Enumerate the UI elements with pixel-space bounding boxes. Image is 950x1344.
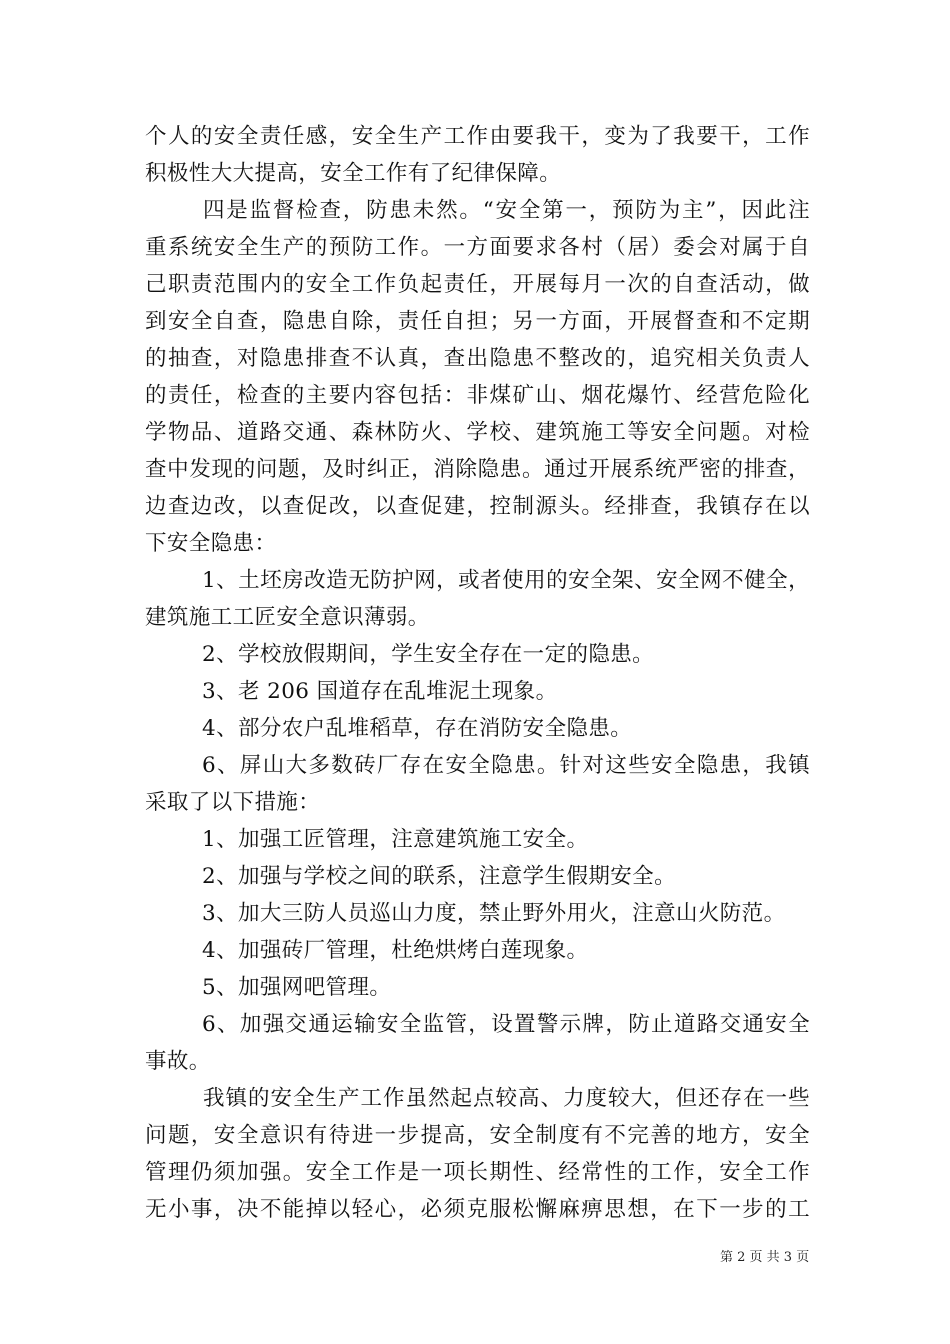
paragraph-start-line: 我镇的安全生产工作虽然起点较高、力度较大，但还存在一些 (203, 1086, 810, 1111)
list-item-line: 3、加大三防人员巡山力度，禁止野外用火，注意山火防范。 (202, 901, 786, 926)
page-number-footer: 第 2 页 共 3 页 (720, 1250, 810, 1265)
text-line: 的抽查，对隐患排查不认真，查出隐患不整改的，追究相关负责人 (145, 346, 810, 371)
text-line: 边查边改，以查促改，以查促建，控制源头。经排查，我镇存在以 (145, 494, 810, 519)
list-item-line: 3、老 206 国道存在乱堆泥土现象。 (202, 679, 558, 704)
text-line: 建筑施工工匠安全意识薄弱。 (145, 605, 430, 630)
list-item-line: 4、加强砖厂管理，杜绝烘烤白莲现象。 (202, 938, 589, 963)
list-item-line: 5、加强网吧管理。 (202, 975, 392, 1000)
list-item-line: 2、学校放假期间，学生安全存在一定的隐患。 (202, 642, 655, 667)
text-line: 重系统安全生产的预防工作。一方面要求各村（居）委会对属于自 (145, 235, 810, 260)
text-line: 到安全自查，隐患自除，责任自担；另一方面，开展督查和不定期 (145, 309, 810, 334)
list-item-line: 2、加强与学校之间的联系，注意学生假期安全。 (202, 864, 676, 889)
document-body (145, 118, 810, 1228)
list-item-line: 1、土坯房改造无防护网，或者使用的安全架、安全网不健全， (202, 568, 810, 593)
text-line: 的责任，检查的主要内容包括：非煤矿山、烟花爆竹、经营危险化 (145, 383, 810, 408)
text-line: 事故。 (145, 1049, 211, 1074)
list-item-line: 6、屏山大多数砖厂存在安全隐患。针对这些安全隐患，我镇 (202, 753, 810, 778)
paragraph-start-line: 四是监督检查，防患未然。“安全第一，预防为主”，因此注 (203, 198, 810, 223)
text-line: 查中发现的问题，及时纠正，消除隐患。通过开展系统严密的排查， (145, 457, 810, 482)
text-line: 下安全隐患： (145, 531, 277, 556)
list-item-line: 6、加强交通运输安全监管，设置警示牌，防止道路交通安全 (202, 1012, 810, 1037)
text-line: 问题，安全意识有待进一步提高，安全制度有不完善的地方，安全 (145, 1123, 810, 1148)
list-item-line: 1、加强工匠管理，注意建筑施工安全。 (202, 827, 589, 852)
text-line: 无小事，决不能掉以轻心，必须克服松懈麻痹思想，在下一步的工 (145, 1197, 810, 1222)
text-line: 采取了以下措施： (145, 790, 321, 815)
text-line: 学物品、道路交通、森林防火、学校、建筑施工等安全问题。对检 (145, 420, 810, 445)
list-item-line: 4、部分农户乱堆稻草，存在消防安全隐患。 (202, 716, 633, 741)
text-line: 管理仍须加强。安全工作是一项长期性、经常性的工作，安全工作 (145, 1160, 810, 1185)
text-line: 积极性大大提高，安全工作有了纪律保障。 (145, 161, 562, 186)
text-line: 己职责范围内的安全工作负起责任，开展每月一次的自查活动，做 (145, 272, 810, 297)
text-line: 个人的安全责任感，安全生产工作由要我干，变为了我要干，工作 (145, 124, 810, 149)
